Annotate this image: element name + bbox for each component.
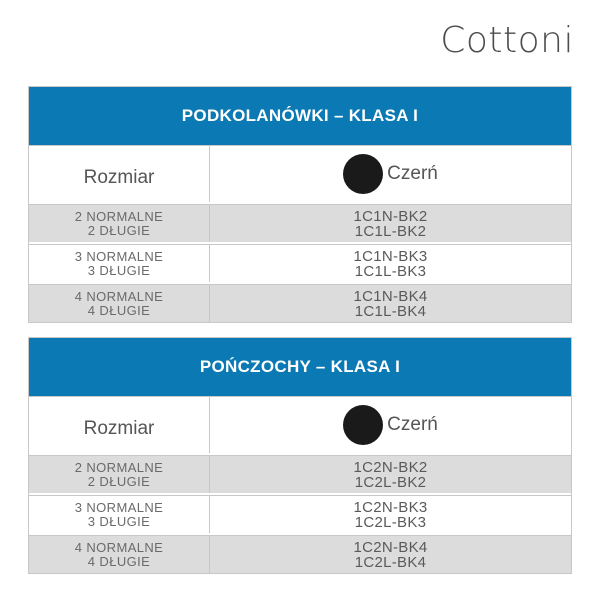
table-title: POŃCZOCHY – KLASA I: [29, 338, 571, 396]
size-long: 2 DŁUGIE: [87, 222, 151, 238]
code-cell: [210, 536, 571, 573]
code-normal: 1C1N-BK2: [353, 207, 428, 225]
size-cell: [29, 205, 210, 242]
color-column-header: [210, 397, 571, 453]
size-normal: 2 NORMALNE: [74, 208, 164, 224]
code-normal: 1C2N-BK2: [353, 458, 428, 476]
size-normal: 4 NORMALNE: [74, 539, 164, 555]
size-table-stockings: [28, 337, 572, 574]
color-name: Czerń: [387, 163, 438, 184]
size-normal: 3 NORMALNE: [74, 499, 164, 515]
size-long: 4 DŁUGIE: [87, 553, 151, 569]
black-swatch-icon: [343, 154, 383, 194]
code-normal: 1C2N-BK4: [353, 538, 428, 556]
code-cell: [210, 205, 571, 242]
size-cell: [29, 496, 210, 533]
size-normal: 3 NORMALNE: [74, 248, 164, 264]
code-normal: 1C1N-BK3: [353, 247, 428, 265]
size-normal: 4 NORMALNE: [74, 288, 164, 304]
size-long: 3 DŁUGIE: [87, 513, 151, 529]
table-row: [29, 495, 571, 533]
brand-logo: Cottoni: [440, 20, 574, 61]
color-name: Czerń: [387, 414, 438, 435]
size-column-header: Rozmiar: [29, 397, 210, 453]
code-long: 1C1L-BK4: [354, 302, 427, 320]
code-cell: [210, 456, 571, 493]
table-row: [29, 535, 571, 573]
size-cell: [29, 536, 210, 573]
black-swatch-icon: [343, 405, 383, 445]
size-long: 4 DŁUGIE: [87, 302, 151, 318]
size-long: 2 DŁUGIE: [87, 473, 151, 489]
code-long: 1C1L-BK3: [354, 262, 427, 280]
code-normal: 1C2N-BK3: [353, 498, 428, 516]
size-cell: [29, 245, 210, 282]
size-cell: [29, 456, 210, 493]
code-cell: [210, 496, 571, 533]
code-cell: [210, 285, 571, 322]
table-row: [29, 244, 571, 282]
code-long: 1C1L-BK2: [354, 222, 427, 240]
size-table-knee-highs: [28, 86, 572, 323]
table-row: [29, 455, 571, 493]
table-title: PODKOLANÓWKI – KLASA I: [29, 87, 571, 145]
code-long: 1C2L-BK4: [354, 553, 427, 571]
size-cell: [29, 285, 210, 322]
code-long: 1C2L-BK3: [354, 513, 427, 531]
code-long: 1C2L-BK2: [354, 473, 427, 491]
size-normal: 2 NORMALNE: [74, 459, 164, 475]
size-column-header: Rozmiar: [29, 146, 210, 202]
column-header-row: [29, 145, 571, 202]
code-normal: 1C1N-BK4: [353, 287, 428, 305]
color-column-header: [210, 146, 571, 202]
table-row: [29, 284, 571, 322]
code-cell: [210, 245, 571, 282]
column-header-row: [29, 396, 571, 453]
size-long: 3 DŁUGIE: [87, 262, 151, 278]
table-row: [29, 204, 571, 242]
